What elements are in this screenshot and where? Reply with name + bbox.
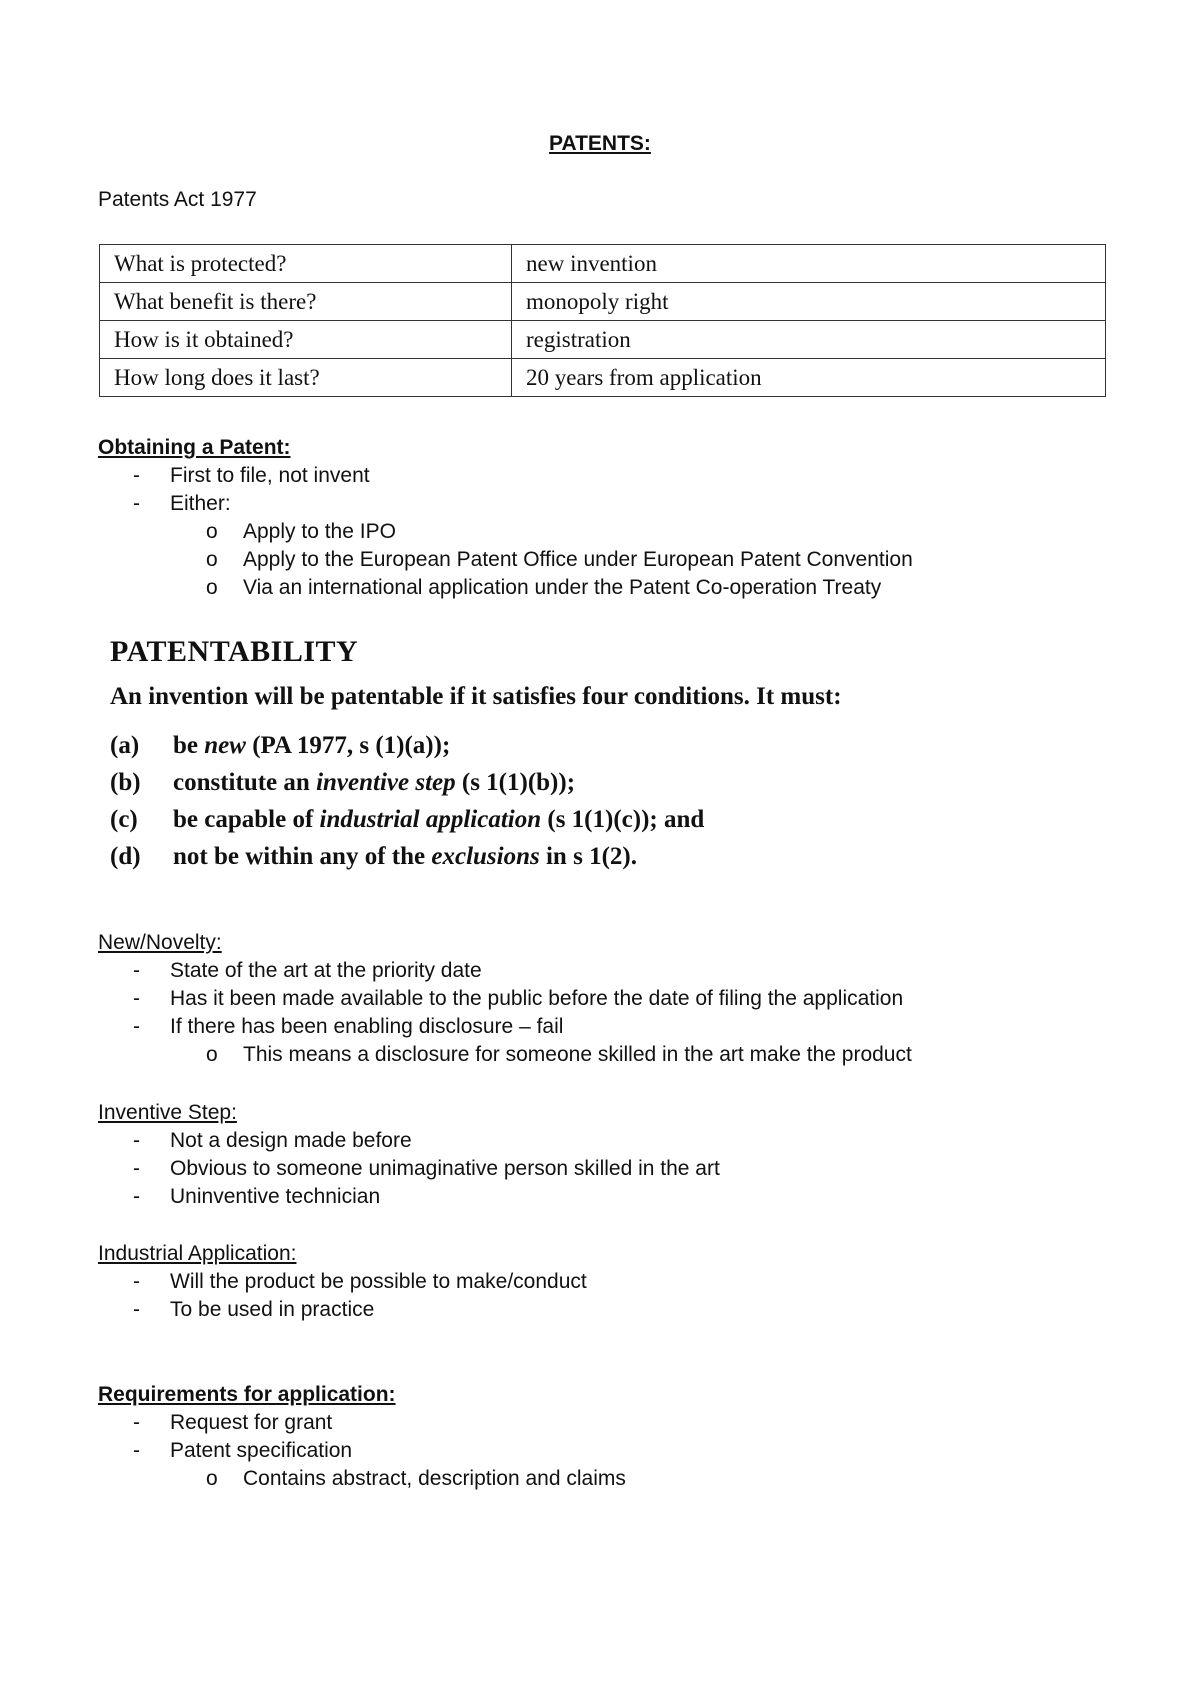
list-item-text: Has it been made available to the public before the date of filing the application xyxy=(170,987,904,1010)
patentability-heading: PATENTABILITY xyxy=(110,635,359,668)
act-name: Patents Act 1977 xyxy=(98,188,257,211)
dash-marker: - xyxy=(133,1439,140,1462)
list-item-text: This means a disclosure for someone skilled in the art make the product xyxy=(243,1043,912,1066)
circle-marker: o xyxy=(206,520,218,543)
table-row xyxy=(100,245,1106,283)
list-item-text: Apply to the IPO xyxy=(243,520,396,543)
dash-marker: - xyxy=(133,492,140,515)
page-title: PATENTS: xyxy=(549,132,651,155)
circle-marker: o xyxy=(206,548,218,571)
inventive-step-section xyxy=(98,1099,720,1211)
list-item xyxy=(98,1409,626,1437)
table-question: What is protected? xyxy=(100,245,512,283)
table-row xyxy=(100,321,1106,359)
sub-bullet-list xyxy=(98,1041,912,1069)
condition-label: (c) xyxy=(110,806,138,833)
list-item-text: First to file, not invent xyxy=(170,464,370,487)
list-item xyxy=(98,518,913,546)
dash-marker: - xyxy=(133,1157,140,1180)
condition-text: be new (PA 1977, s (1)(a)); xyxy=(173,732,451,759)
bullet-list xyxy=(98,462,913,518)
list-item-text: Obvious to someone unimaginative person skilled in the art xyxy=(170,1157,720,1180)
dash-marker: - xyxy=(133,1185,140,1208)
bullet-list xyxy=(98,1268,587,1324)
list-item-text: Via an international application under the Patent Co-operation Treaty xyxy=(243,576,882,599)
section-heading: Obtaining a Patent: xyxy=(98,436,291,459)
condition-text: be capable of industrial application (s 1(1)(c)); and xyxy=(173,806,705,833)
dash-marker: - xyxy=(133,1270,140,1293)
list-item xyxy=(98,462,913,490)
list-item xyxy=(98,1155,720,1183)
list-item xyxy=(98,1296,587,1324)
circle-marker: o xyxy=(206,576,218,599)
dash-marker: - xyxy=(133,1129,140,1152)
bullet-list xyxy=(98,1127,720,1211)
list-item xyxy=(98,1268,587,1296)
list-item-text: Patent specification xyxy=(170,1439,353,1462)
list-item xyxy=(98,957,912,985)
list-item-text: State of the art at the priority date xyxy=(170,959,482,982)
list-item-text: Apply to the European Patent Office under European Patent Convention xyxy=(243,548,913,571)
table-row xyxy=(100,359,1106,397)
list-item xyxy=(98,1437,626,1465)
patentability-intro: An invention will be patentable if it satisfies four conditions. It must: xyxy=(110,683,842,710)
list-item-text: Contains abstract, description and claims xyxy=(243,1467,626,1490)
bullet-list xyxy=(98,1409,626,1465)
table-answer: monopoly right xyxy=(512,283,1106,321)
obtaining-section xyxy=(98,434,913,602)
sub-bullet-list xyxy=(98,1465,626,1493)
list-item xyxy=(98,546,913,574)
condition-label: (a) xyxy=(110,732,140,759)
table-answer: new invention xyxy=(512,245,1106,283)
list-item-text: Uninventive technician xyxy=(170,1185,381,1208)
dash-marker: - xyxy=(133,464,140,487)
list-item-text: If there has been enabling disclosure – fail xyxy=(170,1015,564,1038)
table-question: What benefit is there? xyxy=(100,283,512,321)
list-item xyxy=(98,1465,626,1493)
industrial-application-section xyxy=(98,1240,587,1324)
bullet-list xyxy=(98,957,912,1041)
sub-bullet-list xyxy=(98,518,913,602)
list-item xyxy=(98,1013,912,1041)
table-answer: registration xyxy=(512,321,1106,359)
table-answer: 20 years from application xyxy=(512,359,1106,397)
list-item-text: To be used in practice xyxy=(170,1298,375,1321)
list-item xyxy=(98,490,913,518)
condition-label: (b) xyxy=(110,769,141,796)
circle-marker: o xyxy=(206,1043,218,1066)
section-heading: New/Novelty: xyxy=(98,931,222,954)
section-heading: Industrial Application: xyxy=(98,1242,297,1265)
list-item-text: Not a design made before xyxy=(170,1129,412,1152)
dash-marker: - xyxy=(133,1411,140,1434)
requirements-section xyxy=(98,1381,626,1493)
section-heading: Requirements for application: xyxy=(98,1383,396,1406)
list-item xyxy=(98,1041,912,1069)
table-question: How long does it last? xyxy=(100,359,512,397)
list-item xyxy=(98,1183,720,1211)
list-item-text: Request for grant xyxy=(170,1411,333,1434)
dash-marker: - xyxy=(133,987,140,1010)
novelty-section xyxy=(98,929,912,1069)
dash-marker: - xyxy=(133,1015,140,1038)
list-item xyxy=(98,574,913,602)
dash-marker: - xyxy=(133,959,140,982)
circle-marker: o xyxy=(206,1467,218,1490)
list-item xyxy=(98,985,912,1013)
table-row xyxy=(100,283,1106,321)
condition-label: (d) xyxy=(110,843,141,870)
list-item-text: Will the product be possible to make/conduct xyxy=(170,1270,587,1293)
table-question: How is it obtained? xyxy=(100,321,512,359)
list-item-text: Either: xyxy=(170,492,231,515)
condition-text: constitute an inventive step (s 1(1)(b)); xyxy=(173,769,576,796)
dash-marker: - xyxy=(133,1298,140,1321)
facts-table xyxy=(99,244,1106,397)
section-heading: Inventive Step: xyxy=(98,1101,237,1124)
condition-text: not be within any of the exclusions in s 1(2). xyxy=(173,843,637,870)
list-item xyxy=(98,1127,720,1155)
